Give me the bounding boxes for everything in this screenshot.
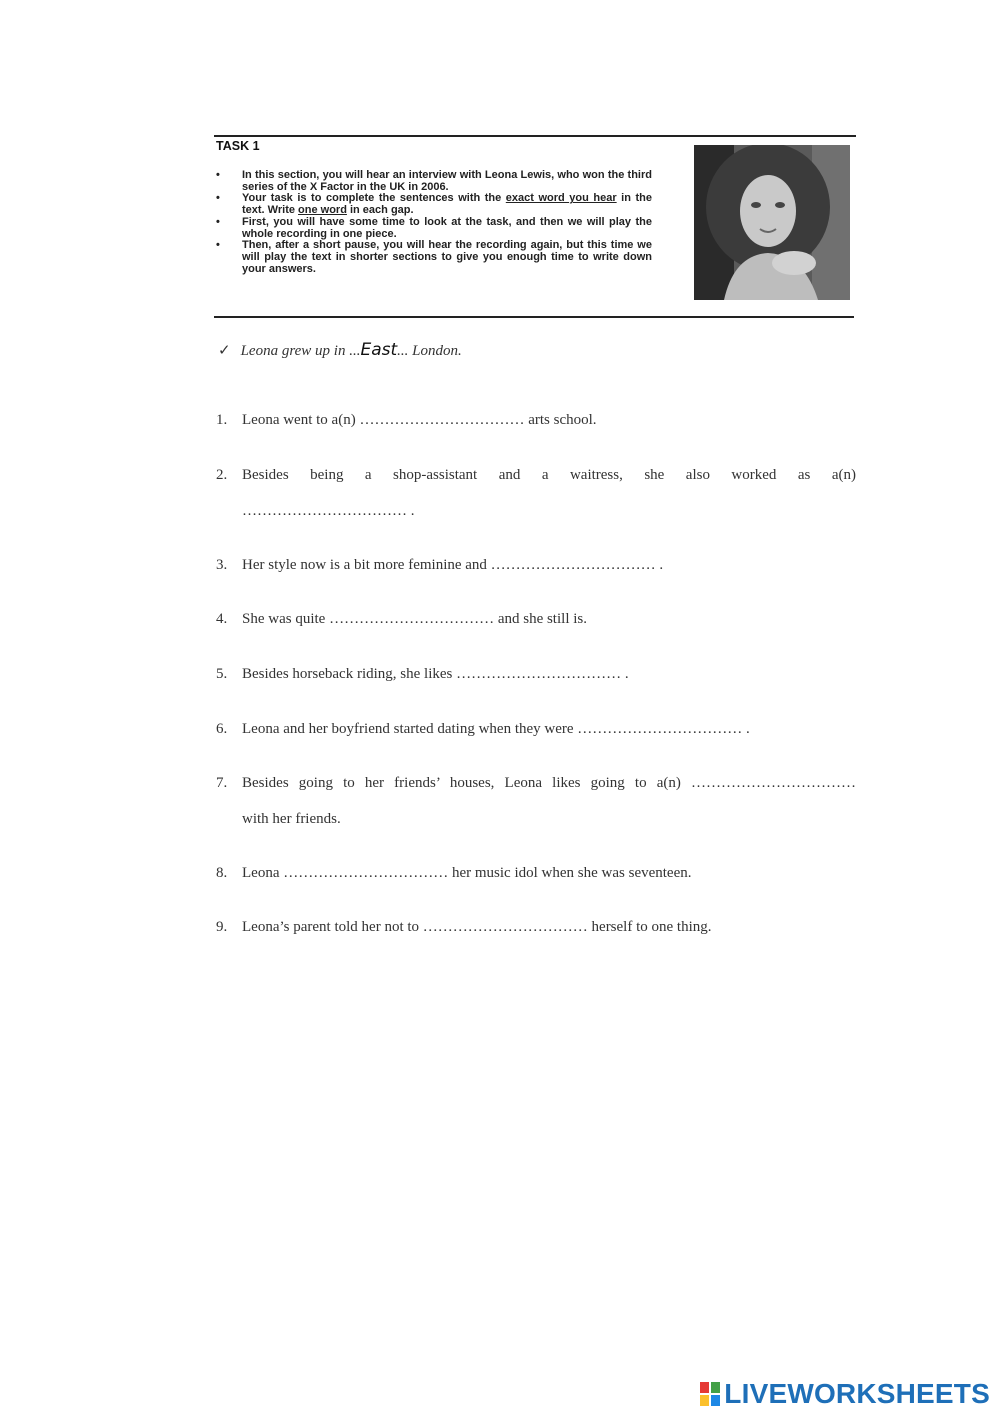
question-9-text[interactable]: Leona’s parent told her not to …………………………… herself to one thing.	[242, 919, 712, 935]
task-instructions	[214, 170, 652, 275]
question-5-text[interactable]: Besides horseback riding, she likes …………………………… .	[242, 666, 629, 682]
question-7-text[interactable]: Besides going to her friends’ houses, Leona likes going to a(n) ……………………………	[242, 775, 856, 791]
question-6-text[interactable]: Leona and her boyfriend started dating when they were …………………………… .	[242, 721, 750, 737]
question-1-text[interactable]: Leona went to a(n) …………………………… arts school.	[242, 412, 597, 428]
instruction-item: • First, you will have some time to look at the task, and then we will play the whole recording in one piece.	[214, 217, 652, 240]
example-sentence: ✓ Leona grew up in ...East... London.	[218, 340, 462, 360]
question-2-text: Besides being a shop-assistant and a waitress, she also worked as a(n)	[242, 467, 856, 483]
question-7-continuation: with her friends.	[242, 811, 341, 827]
question-3: 3. Her style now is a bit more feminine and …………………………… .	[216, 557, 664, 573]
instruction-item: • Your task is to complete the sentences with the exact word you hear in the text. Write one word in each gap.	[214, 193, 652, 216]
question-5: 5. Besides horseback riding, she likes …………………………… .	[216, 666, 629, 682]
portrait-illustration	[694, 145, 850, 300]
question-6: 6. Leona and her boyfriend started dating when they were …………………………… .	[216, 721, 750, 737]
question-8-text[interactable]: Leona …………………………… her music idol when she was seventeen.	[242, 865, 692, 881]
instruction-item: • Then, after a short pause, you will hear the recording again, but this time we will play the text in shorter sections to give you enough time to write down your answers.	[214, 240, 652, 275]
question-4: 4. She was quite …………………………… and she still is.	[216, 611, 587, 627]
question-1: 1. Leona went to a(n) …………………………… arts school.	[216, 412, 597, 428]
emphasis-underline: exact word you hear	[505, 192, 617, 205]
liveworksheets-logo[interactable]	[700, 1378, 990, 1410]
question-2-blank[interactable]: …………………………… .	[242, 503, 415, 519]
instruction-item: • In this section, you will hear an interview with Leona Lewis, who won the third series of the X Factor in the UK in 2006.	[214, 170, 652, 193]
checkmark-icon: ✓	[218, 343, 231, 359]
question-8: 8. Leona …………………………… her music idol when she was seventeen.	[216, 865, 692, 881]
task-top-rule	[214, 135, 856, 137]
question-7: 7. Besides going to her friends’ houses, Leona likes going to a(n) ……………………………	[216, 775, 856, 791]
question-2-continuation	[216, 503, 856, 520]
logo-text: LIVEWORKSHEETS	[724, 1378, 990, 1409]
logo-mark-icon	[700, 1381, 722, 1407]
emphasis-underline: one word	[298, 204, 347, 217]
question-2: 2. Besides being a shop-assistant and a waitress, she also worked as a(n)	[216, 467, 856, 483]
example-answer: East	[360, 340, 398, 360]
singer-photo	[694, 145, 850, 300]
question-9: 9. Leona’s parent told her not to …………………………… herself to one thing.	[216, 919, 712, 935]
question-3-text[interactable]: Her style now is a bit more feminine and …………………………… .	[242, 557, 664, 573]
task-title: TASK 1	[216, 139, 260, 153]
task-bottom-rule	[214, 316, 854, 318]
question-4-text[interactable]: She was quite …………………………… and she still is.	[242, 611, 587, 627]
